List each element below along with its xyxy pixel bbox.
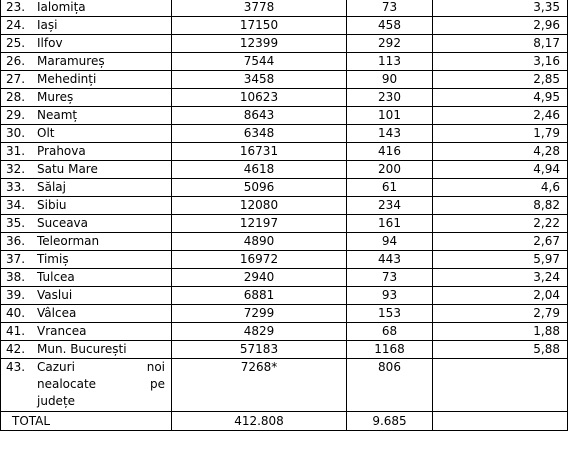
table-row bbox=[1, 107, 568, 125]
table-row bbox=[1, 305, 568, 323]
total-cases-value: 57183 bbox=[172, 341, 347, 359]
county-name: Timiș bbox=[37, 251, 172, 269]
new-cases-value: 61 bbox=[347, 179, 433, 197]
county-name: Suceava bbox=[37, 215, 172, 233]
county-name: Satu Mare bbox=[37, 161, 172, 179]
total-cases-value: 2940 bbox=[172, 269, 347, 287]
county-name: Iași bbox=[37, 17, 172, 35]
row-number: 25. bbox=[1, 35, 38, 53]
total-cases-value: 7299 bbox=[172, 305, 347, 323]
new-cases-value: 416 bbox=[347, 143, 433, 161]
row-number: 28. bbox=[1, 89, 38, 107]
unallocated-cases-row bbox=[1, 359, 568, 412]
new-cases-value: 153 bbox=[347, 305, 433, 323]
table-body bbox=[1, 0, 568, 431]
total-cases-value: 10623 bbox=[172, 89, 347, 107]
row-number: 43. bbox=[1, 359, 38, 412]
incidence-value: 3,24 bbox=[433, 269, 568, 287]
table-row bbox=[1, 161, 568, 179]
row-number: 23. bbox=[1, 0, 38, 17]
county-name: Ilfov bbox=[37, 35, 172, 53]
new-cases-value: 292 bbox=[347, 35, 433, 53]
total-cases-value: 6881 bbox=[172, 287, 347, 305]
new-cases-value: 113 bbox=[347, 53, 433, 71]
incidence-value: 1,79 bbox=[433, 125, 568, 143]
unallocated-label-line: Cazuri noi bbox=[37, 360, 165, 374]
table-row bbox=[1, 143, 568, 161]
county-name: Tulcea bbox=[37, 269, 172, 287]
table-row bbox=[1, 287, 568, 305]
incidence-value: 2,96 bbox=[433, 17, 568, 35]
unallocated-label bbox=[37, 359, 172, 412]
row-number: 36. bbox=[1, 233, 38, 251]
incidence-value: 4,28 bbox=[433, 143, 568, 161]
row-number: 35. bbox=[1, 215, 38, 233]
row-number: 24. bbox=[1, 17, 38, 35]
incidence-value: 3,35 bbox=[433, 0, 568, 17]
incidence-value: 8,17 bbox=[433, 35, 568, 53]
row-number: 38. bbox=[1, 269, 38, 287]
incidence-value: 3,16 bbox=[433, 53, 568, 71]
total-row bbox=[1, 412, 568, 431]
incidence-value: 2,85 bbox=[433, 71, 568, 89]
new-cases-value: 234 bbox=[347, 197, 433, 215]
row-number: 26. bbox=[1, 53, 38, 71]
new-cases-value: 806 bbox=[347, 359, 433, 412]
new-cases-value: 93 bbox=[347, 287, 433, 305]
new-cases-value: 68 bbox=[347, 323, 433, 341]
incidence-value: 4,95 bbox=[433, 89, 568, 107]
table-row bbox=[1, 197, 568, 215]
table-row bbox=[1, 179, 568, 197]
row-number: 31. bbox=[1, 143, 38, 161]
new-cases-value: 143 bbox=[347, 125, 433, 143]
county-name: Ialomița bbox=[37, 0, 172, 17]
table-row bbox=[1, 0, 568, 17]
row-number: 30. bbox=[1, 125, 38, 143]
total-cases-value: 8643 bbox=[172, 107, 347, 125]
total-label: TOTAL bbox=[1, 412, 172, 431]
row-number: 39. bbox=[1, 287, 38, 305]
row-number: 34. bbox=[1, 197, 38, 215]
county-name: Teleorman bbox=[37, 233, 172, 251]
unallocated-label-line: județe bbox=[37, 394, 76, 408]
county-name: Mehedinți bbox=[37, 71, 172, 89]
total-cases-value: 7544 bbox=[172, 53, 347, 71]
row-number: 27. bbox=[1, 71, 38, 89]
table-row bbox=[1, 89, 568, 107]
new-cases-value: 1168 bbox=[347, 341, 433, 359]
table-row bbox=[1, 341, 568, 359]
new-cases-value: 458 bbox=[347, 17, 433, 35]
row-number: 40. bbox=[1, 305, 38, 323]
table-row bbox=[1, 53, 568, 71]
total-incidence bbox=[433, 412, 568, 431]
table-row bbox=[1, 251, 568, 269]
total-cases-value: 4618 bbox=[172, 161, 347, 179]
county-name: Maramureș bbox=[37, 53, 172, 71]
total-cases-value: 6348 bbox=[172, 125, 347, 143]
incidence-value: 4,94 bbox=[433, 161, 568, 179]
table-row bbox=[1, 17, 568, 35]
table-row bbox=[1, 71, 568, 89]
table-row bbox=[1, 269, 568, 287]
county-name: Sălaj bbox=[37, 179, 172, 197]
table-row bbox=[1, 233, 568, 251]
total-cases-value: 12197 bbox=[172, 215, 347, 233]
total-cases-value: 3458 bbox=[172, 71, 347, 89]
total-cases-sum: 412.808 bbox=[172, 412, 347, 431]
county-name: Vâlcea bbox=[37, 305, 172, 323]
county-name: Vaslui bbox=[37, 287, 172, 305]
table-row bbox=[1, 35, 568, 53]
row-number: 29. bbox=[1, 107, 38, 125]
new-cases-value: 101 bbox=[347, 107, 433, 125]
incidence-value: 2,22 bbox=[433, 215, 568, 233]
incidence-value: 2,46 bbox=[433, 107, 568, 125]
new-cases-value: 161 bbox=[347, 215, 433, 233]
county-name: Mun. București bbox=[37, 341, 172, 359]
row-number: 32. bbox=[1, 161, 38, 179]
incidence-value: 2,79 bbox=[433, 305, 568, 323]
incidence-value: 2,04 bbox=[433, 287, 568, 305]
total-cases-value: 7268* bbox=[172, 359, 347, 412]
county-name: Olt bbox=[37, 125, 172, 143]
row-number: 33. bbox=[1, 179, 38, 197]
new-cases-sum: 9.685 bbox=[347, 412, 433, 431]
incidence-value: 1,88 bbox=[433, 323, 568, 341]
incidence-value: 5,97 bbox=[433, 251, 568, 269]
row-number: 42. bbox=[1, 341, 38, 359]
county-name: Neamț bbox=[37, 107, 172, 125]
total-cases-value: 5096 bbox=[172, 179, 347, 197]
incidence-value: 4,6 bbox=[433, 179, 568, 197]
county-name: Mureș bbox=[37, 89, 172, 107]
total-cases-value: 16972 bbox=[172, 251, 347, 269]
new-cases-value: 230 bbox=[347, 89, 433, 107]
incidence-value: 8,82 bbox=[433, 197, 568, 215]
incidence-value: 2,67 bbox=[433, 233, 568, 251]
unallocated-label-line: nealocate pe bbox=[37, 377, 165, 391]
table-row bbox=[1, 323, 568, 341]
table-row bbox=[1, 215, 568, 233]
incidence-value bbox=[433, 359, 568, 412]
new-cases-value: 73 bbox=[347, 269, 433, 287]
county-name: Vrancea bbox=[37, 323, 172, 341]
row-number: 41. bbox=[1, 323, 38, 341]
new-cases-value: 443 bbox=[347, 251, 433, 269]
new-cases-value: 90 bbox=[347, 71, 433, 89]
incidence-value: 5,88 bbox=[433, 341, 568, 359]
new-cases-value: 200 bbox=[347, 161, 433, 179]
total-cases-value: 12399 bbox=[172, 35, 347, 53]
total-cases-value: 3778 bbox=[172, 0, 347, 17]
table-row bbox=[1, 125, 568, 143]
total-cases-value: 17150 bbox=[172, 17, 347, 35]
county-name: Prahova bbox=[37, 143, 172, 161]
new-cases-value: 73 bbox=[347, 0, 433, 17]
county-name: Sibiu bbox=[37, 197, 172, 215]
new-cases-value: 94 bbox=[347, 233, 433, 251]
total-cases-value: 4890 bbox=[172, 233, 347, 251]
total-cases-value: 16731 bbox=[172, 143, 347, 161]
total-cases-value: 12080 bbox=[172, 197, 347, 215]
total-cases-value: 4829 bbox=[172, 323, 347, 341]
row-number: 37. bbox=[1, 251, 38, 269]
